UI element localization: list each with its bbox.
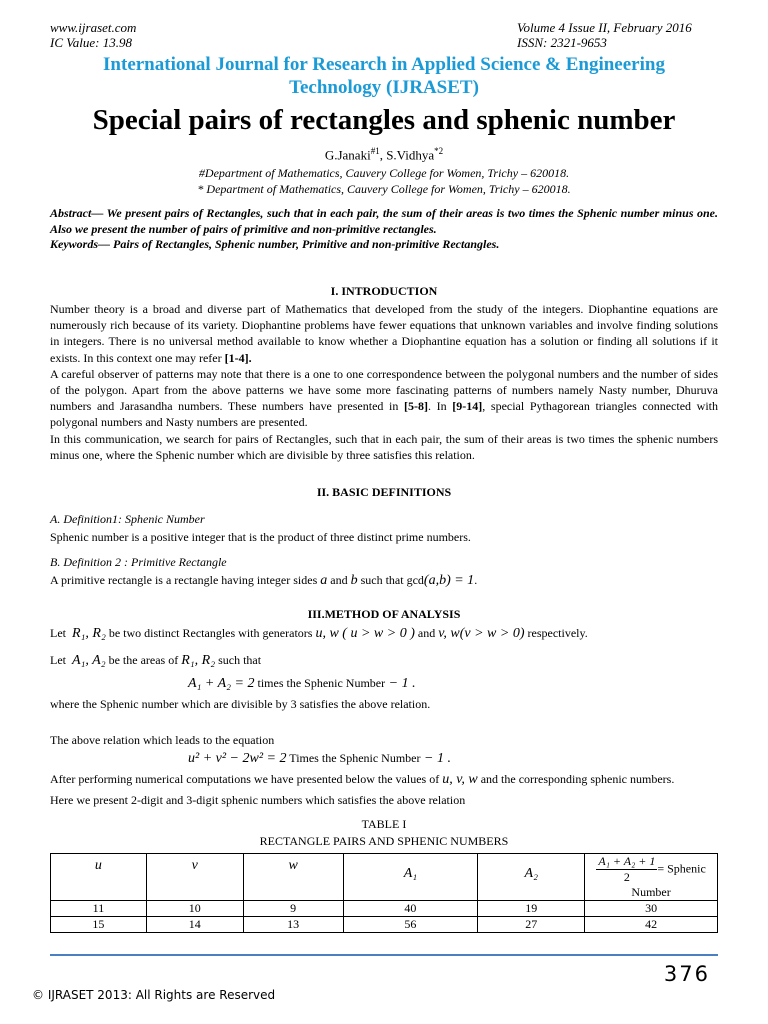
- eq-2-text: Times the Sphenic Number: [286, 751, 421, 765]
- rectangle-pairs-table: [50, 853, 718, 933]
- r1-r2: R₁, R₂: [72, 626, 106, 641]
- eq-1-text: times the Sphenic Number: [254, 676, 386, 690]
- method-leads: The above relation which leads to the equation: [50, 733, 275, 747]
- author-1-mark: #1: [370, 146, 380, 156]
- copyright: © IJRASET 2013: All Rights are Reserved: [32, 988, 276, 1002]
- cell-sphenic: 30: [585, 901, 718, 917]
- header-volume: Volume 4 Issue II, February 2016: [517, 20, 692, 35]
- intro-p1-ref: [1-4].: [224, 350, 252, 365]
- table-row: [51, 917, 718, 933]
- header-v: v: [146, 854, 243, 901]
- def-b-gcd: (a,b) = 1: [423, 573, 475, 588]
- header-sphenic: [585, 854, 718, 901]
- cell-v: 14: [146, 917, 243, 933]
- def-b-end: .: [474, 573, 478, 587]
- keywords-text: Keywords— Pairs of Rectangles, Sphenic number, Primitive and non-primitive Rectangles.: [50, 237, 500, 251]
- intro-p2-text-c: , special Pythagorean triangles connected with polygonal numbers and Nasty numbers are presented.: [50, 399, 718, 430]
- affiliation-1: #Department of Mathematics, Cauvery College for Women, Trichy – 620018.: [198, 166, 570, 180]
- section-method-heading: III.METHOD OF ANALYSIS: [307, 607, 461, 621]
- cell-u: 11: [51, 901, 147, 917]
- cell-u: 15: [51, 917, 147, 933]
- header-u: u: [51, 854, 147, 901]
- def-b-and: and: [327, 573, 351, 587]
- after-text-1: After performing numerical computations we have presented below the values of: [50, 772, 443, 786]
- generators-u-w: u, w ( u > w > 0 ): [315, 626, 415, 641]
- section-introduction-heading: I. INTRODUCTION: [330, 284, 438, 298]
- after-text-2: and the corresponding sphenic numbers.: [477, 772, 675, 786]
- table-row: [51, 901, 718, 917]
- definition-b-heading: B. Definition 2 : Primitive Rectangle: [50, 555, 227, 569]
- header-ic-value: IC Value: 13.98: [50, 35, 132, 50]
- u-v-w: u, v, w: [442, 772, 478, 787]
- cell-sphenic: 42: [585, 917, 718, 933]
- cell-a1: 40: [343, 901, 478, 917]
- sphenic-label: = Sphenic Number: [631, 861, 706, 899]
- header-a2: A₂: [478, 854, 585, 901]
- let-2-end: such that: [215, 653, 262, 667]
- journal-name-line1: International Journal for Research in Applied Science & Engineering: [103, 54, 665, 75]
- let-2-mid: be the areas of: [105, 653, 182, 667]
- author-2: , S.Vidhya: [379, 147, 435, 163]
- authors: [0, 146, 768, 163]
- header-w: w: [243, 854, 343, 901]
- header-issn: ISSN: 2321-9653: [517, 35, 607, 50]
- let-1-mid: be two distinct Rectangles with generators: [105, 626, 316, 640]
- introduction-body: [50, 301, 718, 463]
- fraction-denominator: 2: [623, 870, 630, 884]
- method-where: where the Sphenic number which are divisible by 3 satisfies the above relation.: [50, 697, 431, 711]
- abstract: [50, 206, 718, 253]
- cell-v: 10: [146, 901, 243, 917]
- equation-1: [188, 676, 416, 692]
- definition-b-text: [50, 573, 477, 589]
- let-1-and: and: [414, 626, 439, 640]
- table-caption: RECTANGLE PAIRS AND SPHENIC NUMBERS: [259, 834, 509, 848]
- definition-a-text: Sphenic number is a positive integer that is the product of three distinct prime numbers.: [50, 530, 471, 544]
- page-number: 376: [663, 962, 710, 986]
- eq-1-end: − 1 .: [385, 676, 416, 691]
- table-label: TABLE I: [361, 817, 407, 831]
- cell-a1: 56: [343, 917, 478, 933]
- eq-2-math: u² + v² − 2w² = 2: [188, 751, 287, 766]
- generators-v-w: v, w(v > w > 0): [438, 626, 525, 641]
- sphenic-fraction: [596, 854, 657, 885]
- method-here: Here we present 2-digit and 3-digit sphenic numbers which satisfies the above relation: [50, 793, 466, 807]
- r1-r2-b: R₁, R₂: [181, 653, 216, 668]
- definition-a-heading: A. Definition1: Sphenic Number: [50, 512, 205, 526]
- intro-p2-ref-2: [9-14]: [452, 399, 483, 414]
- intro-p1-text: Number theory is a broad and diverse part of Mathematics that developed from the study of the integers. Diophantine equations are numerously rich because of its variety. Diophantine problems have fewer equations that unknown variables and involve finding solutions in integers. There is no universal method available to know whether a Diophantine equation has a solution or finding all solutions if it exists. In this context one may refer: [50, 302, 718, 365]
- affiliation-2: * Department of Mathematics, Cauvery College for Women, Trichy – 620018.: [197, 182, 571, 196]
- a1-a2: A₁, A₂: [72, 653, 106, 668]
- method-let-2: [50, 653, 261, 669]
- let-1-word: Let: [50, 626, 66, 640]
- footer-rule: [50, 954, 718, 956]
- method-after: [50, 772, 674, 788]
- def-b-text-2: such that gcd: [357, 573, 424, 587]
- def-b-var-b: b: [350, 573, 358, 588]
- author-1: G.Janaki: [324, 147, 371, 163]
- table-header-row: [51, 854, 718, 901]
- cell-w: 9: [243, 901, 343, 917]
- intro-paragraph-3: In this communication, we search for pairs of Rectangles, such that in each pair, the sum of their areas is two times the sphenic numbers minus one, where the Sphenic number which are divisible by three satisfies this relation.: [50, 431, 718, 462]
- method-let-1: [50, 626, 588, 642]
- let-2-word: Let: [50, 653, 66, 667]
- eq-2-end: − 1 .: [420, 751, 451, 766]
- intro-paragraph-2: [50, 366, 718, 431]
- intro-p2-ref-1: [5-8]: [404, 399, 428, 414]
- def-b-var-a: a: [320, 573, 328, 588]
- equation-2: [188, 751, 451, 767]
- section-basic-definitions-heading: II. BASIC DEFINITIONS: [316, 485, 452, 499]
- paper-title: Special pairs of rectangles and sphenic number: [92, 104, 676, 136]
- cell-w: 13: [243, 917, 343, 933]
- intro-p2-text-a: A careful observer of patterns may note that there is a one to one correspondence between the polygonal numbers and the number of sides of the polygon. Apart from the above patterns we have some more fascinating patterns of numbers namely Nasty number, Dhuruva numbers and Jarasandha numbers. These numbers have presented in: [50, 366, 718, 414]
- def-b-text-1: A primitive rectangle is a rectangle having integer sides: [50, 573, 321, 587]
- intro-paragraph-1: [50, 301, 718, 366]
- cell-a2: 27: [478, 917, 585, 933]
- let-1-end: respectively.: [524, 626, 588, 640]
- cell-a2: 19: [478, 901, 585, 917]
- intro-p2-text-b: . In: [428, 399, 453, 414]
- author-2-mark: *2: [434, 146, 444, 156]
- fraction-numerator: A₁ + A₂ + 1: [598, 854, 656, 868]
- header-a1: A₁: [343, 854, 478, 901]
- eq-1-math: A₁ + A₂ = 2: [188, 676, 255, 691]
- abstract-text: Abstract— We present pairs of Rectangles, such that in each pair, the sum of their areas is two times the Sphenic number minus one. Also we present the number of pairs of primitive and non-primitive rectangles.: [50, 206, 718, 236]
- header-website: www.ijraset.com: [50, 20, 137, 35]
- journal-name-line2: Technology (IJRASET): [289, 77, 479, 98]
